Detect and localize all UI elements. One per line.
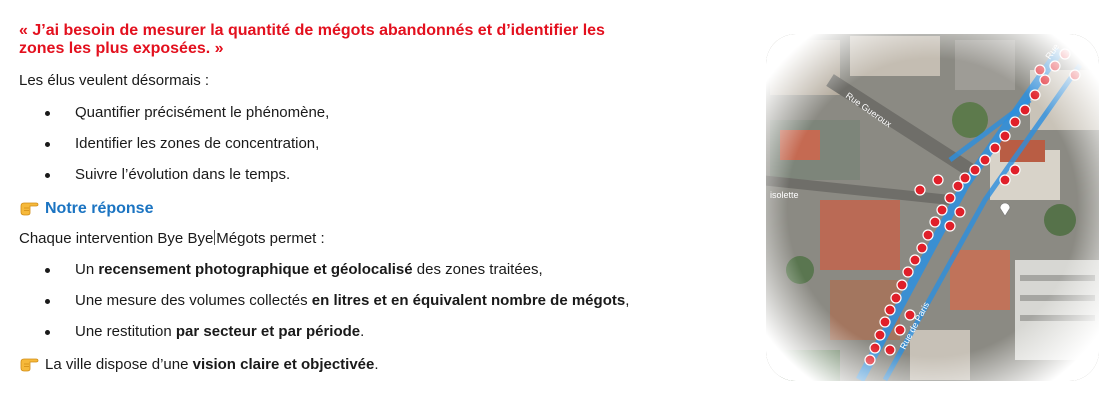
response-item-post: des zones traitées, (412, 261, 543, 278)
response-item-text (75, 261, 543, 279)
pointing-hand-icon (19, 198, 39, 216)
need-item-text: Quantifier précisément le phénomène, (75, 104, 330, 121)
response-intro-b: Mégots permet : (216, 230, 325, 247)
response-item-bold: par secteur et par période (175, 323, 361, 340)
response-item-pre: Une restitution (75, 323, 176, 340)
response-item-pre: Une mesure des volumes collectés (75, 292, 312, 309)
conclusion (19, 354, 379, 374)
conclusion-post: . (374, 356, 379, 373)
conclusion-pre: La ville dispose d’une (45, 356, 193, 373)
conclusion-bold: vision claire et objectivée (192, 356, 375, 373)
aerial-map (760, 30, 1105, 385)
need-item-text: Identifier les zones de concentration, (75, 135, 320, 152)
pointing-hand-icon (19, 354, 39, 372)
bullet-dot (45, 173, 50, 178)
bullet-dot (45, 268, 50, 273)
bullet-dot (45, 299, 50, 304)
bullet-dot (45, 111, 50, 116)
bullet-dot (45, 142, 50, 147)
response-item-text (75, 323, 364, 341)
response-intro (19, 230, 325, 248)
quote-line-2: zones les plus exposées. » (19, 40, 224, 57)
response-intro-a: Chaque intervention Bye Bye (19, 230, 214, 247)
intro-text: Les élus veulent désormais : (19, 72, 210, 89)
aerial-map-image (760, 30, 1105, 385)
need-item-text: Suivre l’évolution dans le temps. (75, 166, 291, 183)
quote-block (19, 22, 719, 58)
response-item-bold: recensement photographique et géolocalisé (98, 261, 413, 278)
response-item-bold: en litres et en équivalent nombre de mégots (311, 292, 626, 309)
response-item-post: . (360, 323, 365, 340)
bullet-dot (45, 330, 50, 335)
response-item-text (75, 292, 629, 310)
quote-line-1: « J’ai besoin de mesurer la quantité de mégots abandonnés et d’identifier les (19, 22, 605, 39)
response-heading (19, 198, 153, 219)
response-item-pre: Un (75, 261, 99, 278)
response-heading-label: Notre réponse (45, 200, 154, 217)
response-item-post: , (625, 292, 630, 309)
